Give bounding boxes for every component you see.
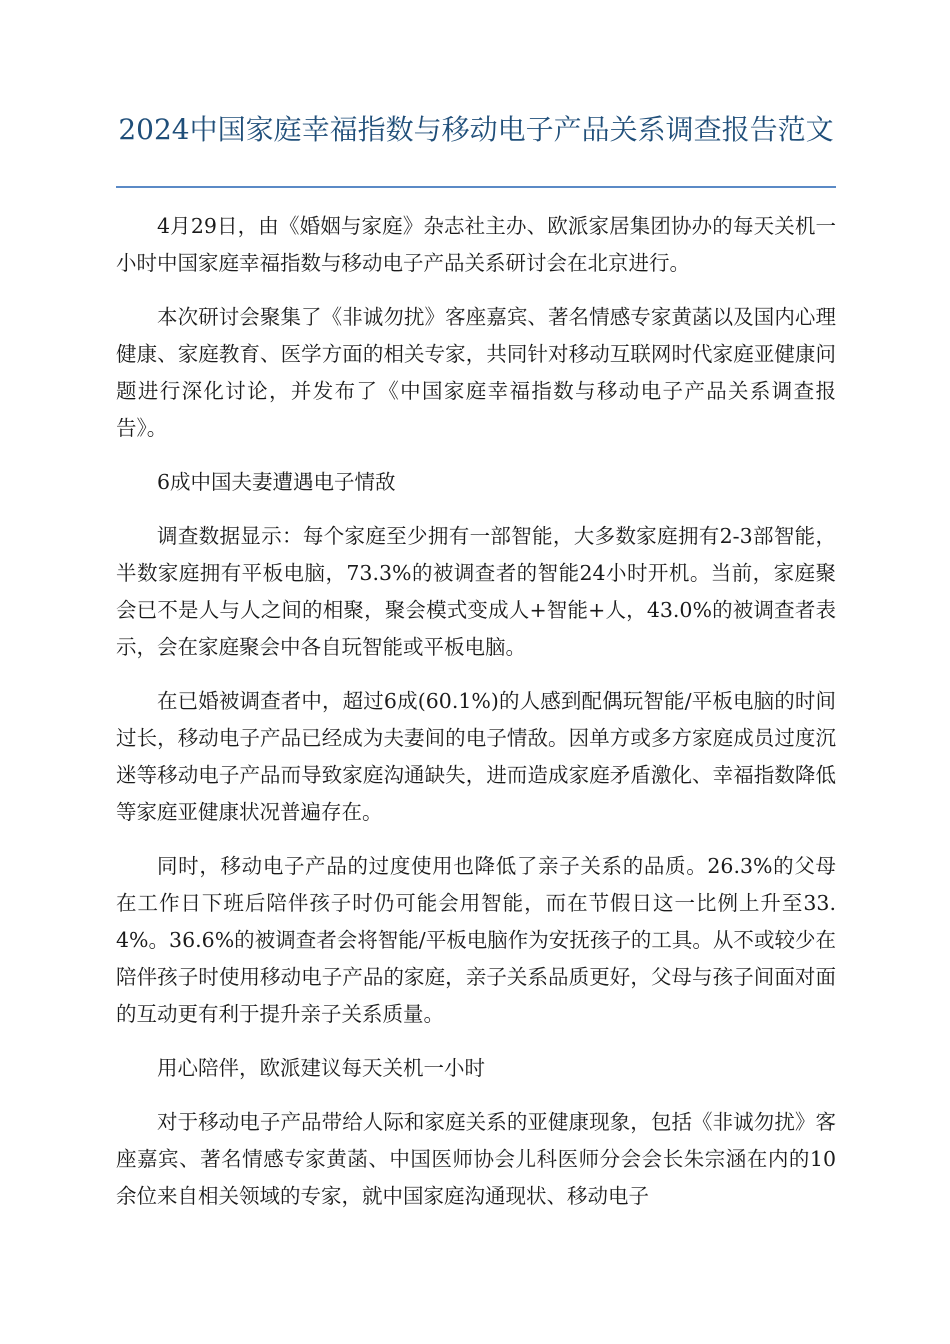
document-title: 2024中国家庭幸福指数与移动电子产品关系调查报告范文 xyxy=(118,113,834,146)
document-body xyxy=(116,208,836,1232)
paragraph-parent-child: 同时，移动电子产品的过度使用也降低了亲子关系的品质。26.3%的父母在工作日下班后陪伴孩子时仍可能会用智能，而在节假日这一比例上升至33.4%。36.6%的被调查者会将智能/平板电脑作为安抚孩子的工具。从不或较少在陪伴孩子时使用移动电子产品的家庭，亲子关系品质更好，父母与孩子间面对面的互动更有利于提升亲子关系质量。 xyxy=(116,854,836,1026)
section-heading-companionship: 用心陪伴，欧派建议每天关机一小时 xyxy=(157,1056,485,1080)
paragraph-married-respondents: 在已婚被调查者中，超过6成(60.1%)的人感到配偶玩智能/平板电脑的时间过长，移动电子产品已经成为夫妻间的电子情敌。因单方或多方家庭成员过度沉迷等移动电子产品而导致家庭沟通缺失，进而造成家庭矛盾激化、幸福指数降低等家庭亚健康状况普遍存在。 xyxy=(116,689,836,824)
paragraph-experts: 对于移动电子产品带给人际和家庭关系的亚健康现象，包括《非诚勿扰》客座嘉宾、著名情感专家黄菡、中国医师协会儿科医师分会会长朱宗涵在内的10余位来自相关领域的专家，就中国家庭沟通现状、移动电子 xyxy=(116,1110,836,1208)
paragraph-intro: 4月29日，由《婚姻与家庭》杂志社主办、欧派家居集团协办的每天关机一小时中国家庭幸福指数与移动电子产品关系研讨会在北京进行。 xyxy=(116,214,836,275)
paragraph-seminar: 本次研讨会聚集了《非诚勿扰》客座嘉宾、著名情感专家黄菡以及国内心理健康、家庭教育、医学方面的相关专家，共同针对移动互联网时代家庭亚健康问题进行深化讨论，并发布了《中国家庭幸福指数与移动电子产品关系调查报告》。 xyxy=(116,305,836,440)
section-heading-electronic-rival: 6成中国夫妻遭遇电子情敌 xyxy=(157,470,396,494)
title-underline xyxy=(116,186,836,188)
paragraph-survey-data: 调查数据显示：每个家庭至少拥有一部智能，大多数家庭拥有2-3部智能，半数家庭拥有平板电脑，73.3%的被调查者的智能24小时开机。当前，家庭聚会已不是人与人之间的相聚，聚会模式变成人+智能+人，43.0%的被调查者表示，会在家庭聚会中各自玩智能或平板电脑。 xyxy=(116,524,836,659)
